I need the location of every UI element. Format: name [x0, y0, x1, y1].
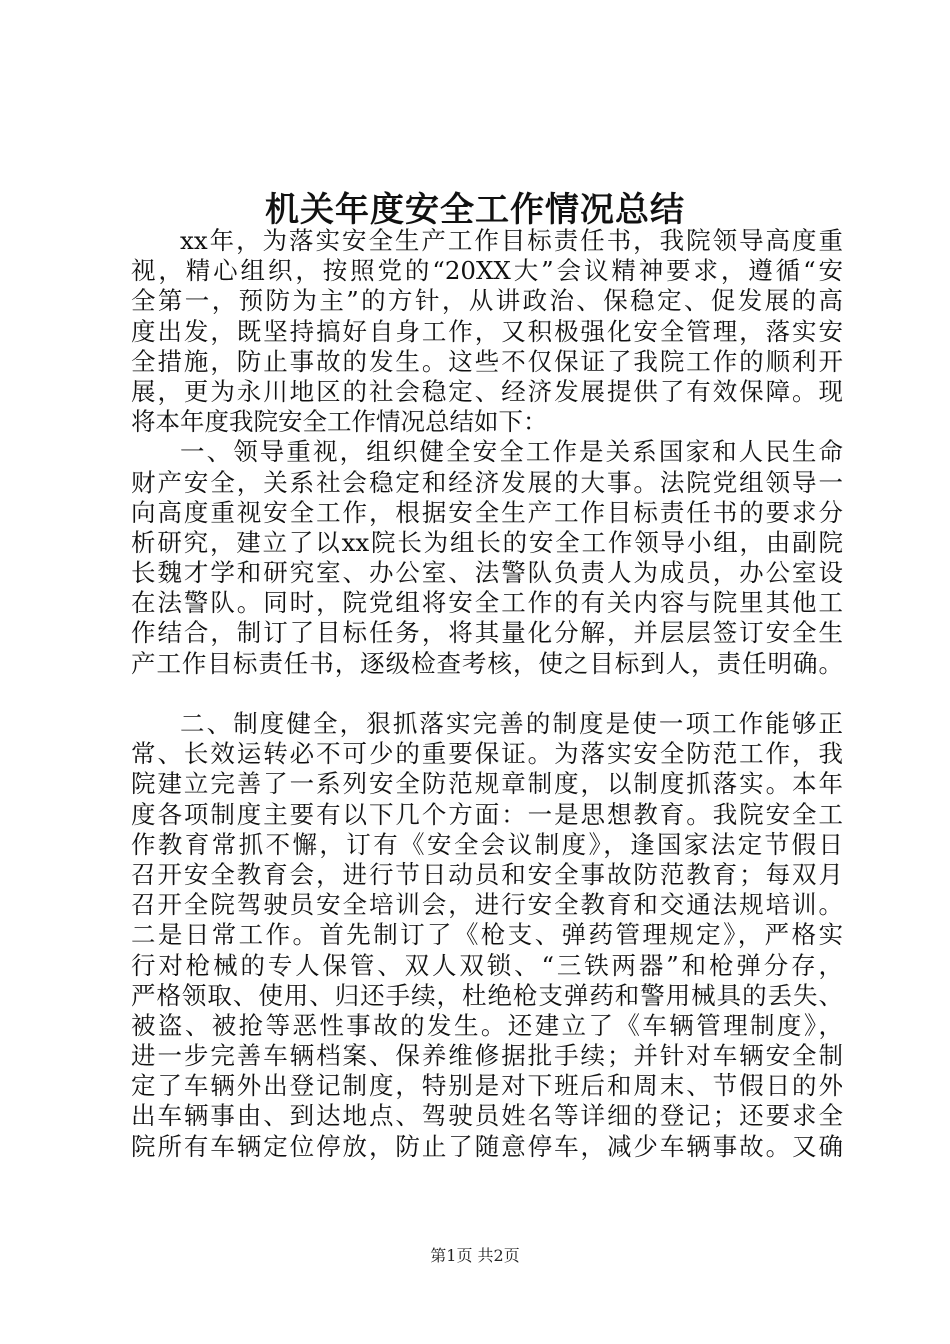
page-footer: 第1页 共2页 — [430, 1246, 520, 1265]
paragraph-line: 产工作目标责任书，逐级检查考核，使之目标到人，责任明确。 — [131, 648, 843, 678]
paragraph-line: 全第一，预防为主”的方针，从讲政治、保稳定、促发展的高 — [131, 286, 843, 316]
paragraph-line: 展，更为永川地区的社会稳定、经济发展提供了有效保障。现 — [131, 376, 843, 406]
paragraph-line: 召开全院驾驶员安全培训会，进行安全教育和交通法规培训。 — [131, 890, 843, 920]
paragraph-line: 二、制度健全，狠抓落实完善的制度是使一项工作能够正 — [180, 709, 843, 738]
document-body — [131, 226, 843, 1162]
blank-line — [131, 679, 843, 709]
paragraph-line: 作教育常抓不懈，订有《安全会议制度》，逢国家法定节假日 — [131, 829, 843, 859]
paragraph-line: 一、领导重视，组织健全安全工作是关系国家和人民生命 — [180, 437, 843, 467]
paragraph-line: 度各项制度主要有以下几个方面：一是思想教育。我院安全工 — [131, 799, 843, 829]
paragraph-line: 将本年度我院安全工作情况总结如下： — [131, 407, 548, 437]
paragraph-line: 出车辆事由、到达地点、驾驶员姓名等详细的登记；还要求全 — [131, 1101, 843, 1131]
paragraph-line: 召开安全教育会，进行节日动员和安全事故防范教育；每双月 — [131, 859, 843, 889]
paragraph-line: 严格领取、使用、归还手续，杜绝枪支弹药和警用械具的丢失、 — [131, 980, 843, 1010]
paragraph-line: 全措施，防止事故的发生。这些不仅保证了我院工作的顺利开 — [131, 346, 843, 376]
paragraph-line: 院所有车辆定位停放，防止了随意停车，减少车辆事故。又确 — [131, 1131, 843, 1161]
paragraph-line: 二是日常工作。首先制订了《枪支、弹药管理规定》，严格实 — [131, 920, 843, 950]
document-title: 机关年度安全工作情况总结 — [265, 190, 685, 230]
paragraph-line: 度出发，既坚持搞好自身工作，又积极强化安全管理，落实安 — [131, 316, 843, 346]
paragraph-line: 财产安全，关系社会稳定和经济发展的大事。法院党组领导一 — [131, 467, 843, 497]
paragraph-line: 向高度重视安全工作，根据安全生产工作目标责任书的要求分 — [131, 497, 843, 527]
paragraph-line: 定了车辆外出登记制度，特别是对下班后和周末、节假日的外 — [131, 1071, 843, 1101]
paragraph-line: 行对枪械的专人保管、双人双锁、“三铁两器”和枪弹分存， — [131, 950, 843, 980]
paragraph-line: 被盗、被抢等恶性事故的发生。还建立了《车辆管理制度》， — [131, 1010, 843, 1040]
paragraph-line: 析研究，建立了以xx院长为组长的安全工作领导小组，由副院 — [131, 527, 843, 557]
paragraph-line: 进一步完善车辆档案、保养维修据批手续；并针对车辆安全制 — [131, 1041, 843, 1071]
paragraph-line: 视，精心组织，按照党的“20XX大”会议精神要求，遵循“安 — [131, 256, 843, 286]
paragraph-line: 作结合，制订了目标任务，将其量化分解，并层层签订安全生 — [131, 618, 843, 648]
paragraph-line: xx年，为落实安全生产工作目标责任书，我院领导高度重 — [180, 226, 843, 255]
paragraph-line: 长魏才学和研究室、办公室、法警队负责人为成员，办公室设 — [131, 558, 843, 588]
paragraph-line: 院建立完善了一系列安全防范规章制度，以制度抓落实。本年 — [131, 769, 843, 799]
paragraph-line: 在法警队。同时，院党组将安全工作的有关内容与院里其他工 — [131, 588, 843, 618]
paragraph-line: 常、长效运转必不可少的重要保证。为落实安全防范工作，我 — [131, 739, 843, 769]
